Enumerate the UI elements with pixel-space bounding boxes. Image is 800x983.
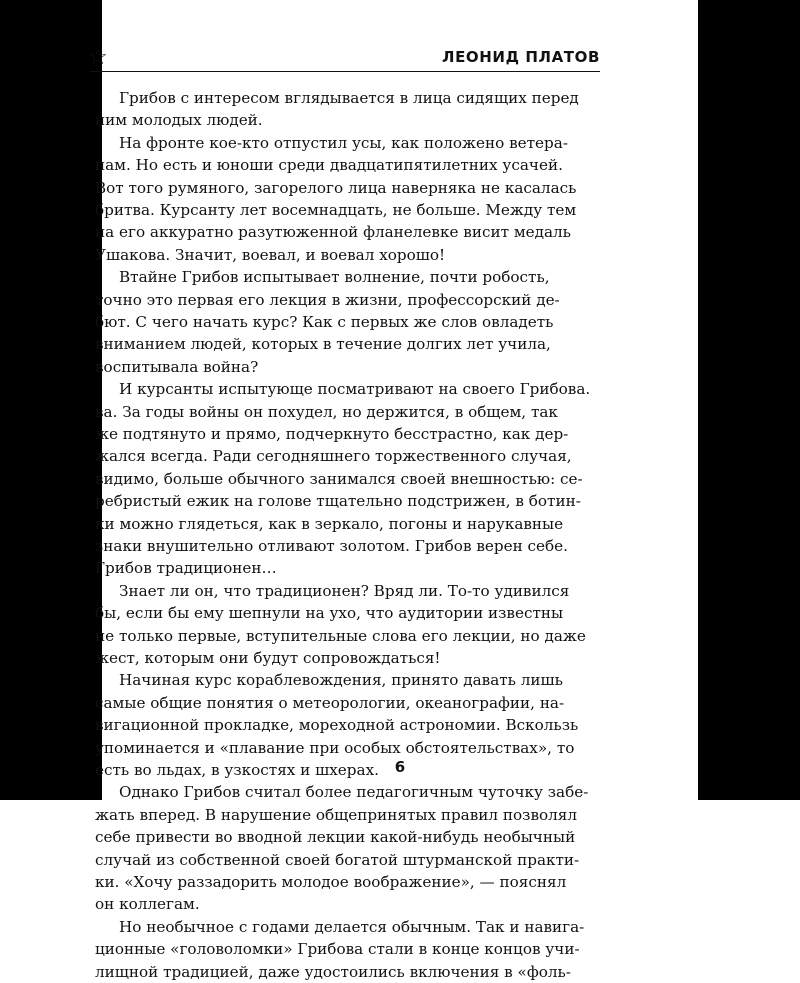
left-black-border xyxy=(0,0,102,800)
text-line: ки можно глядеться, как в зеркало, погоны и нарукавные xyxy=(95,514,564,533)
text-line: Но необычное с годами делается обычным. Так и навига- xyxy=(119,917,585,936)
text-line: упоминается и «плавание при особых обстоятельствах», то xyxy=(95,738,575,757)
page-number: 6 xyxy=(394,758,406,776)
text-line: бют. С чего начать курс? Как с первых же слов овладеть xyxy=(95,313,554,331)
text-line: же подтянуто и прямо, подчеркнуто бесстрастно, как дер- xyxy=(95,425,569,443)
text-line: есть во льдах, в узкостях и шхерах. xyxy=(95,761,379,779)
text-line: Вот того румяного, загорелого лица наверняка не касалась xyxy=(95,178,577,197)
text-line: он коллегам. xyxy=(95,895,200,914)
text-line: ки. «Хочу раззадорить молодое воображение», — пояснял xyxy=(95,873,567,891)
right-black-border xyxy=(698,0,800,800)
text-line: вниманием людей, которых в течение долгих лет учила, xyxy=(95,335,551,354)
text-line: Ушакова. Значит, воевал, и воевал хорошо! xyxy=(95,245,446,264)
text-line: вигационной прокладке, мореходной астрономии. Вскользь xyxy=(95,716,579,735)
text-line: бы, если бы ему шепнули на ухо, что аудитории известны xyxy=(95,604,564,623)
text-line: ва. За годы войны он похудел, но держится, в общем, так xyxy=(95,402,558,421)
text-line: точно это первая его лекция в жизни, профессорский де- xyxy=(95,290,560,309)
text-line: ребристый ежик на голове тщательно подстрижен, в ботин- xyxy=(95,492,581,511)
body-text xyxy=(95,87,598,981)
text-line: воспитывала война? xyxy=(95,357,259,376)
text-line: Однако Грибов считал более педагогичным чуточку забе- xyxy=(119,783,589,802)
text-line: самые общие понятия о метеорологии, океанографии, на- xyxy=(95,693,565,712)
text-line: Начиная курс кораблевождения, принято давать лишь xyxy=(119,671,563,690)
text-line: случай из собственной своей богатой штурманской практи- xyxy=(95,850,580,869)
text-line: И курсанты испытующе посматривают на своего Грибова. xyxy=(119,380,591,399)
text-line: нам. Но есть и юноши среди двадцатипятилетних усачей. xyxy=(95,156,563,175)
text-line: лищной традицией, даже удостоились включения в «фоль- xyxy=(95,962,571,981)
text-line: знаки внушительно отливают золотом. Грибов верен себе. xyxy=(95,537,568,555)
text-line: Грибов с интересом вглядывается в лица сидящих перед xyxy=(119,89,579,107)
text-line: ционные «головоломки» Грибова стали в конце концов учи- xyxy=(95,940,580,959)
text-line: жался всегда. Ради сегодняшнего торжественного случая, xyxy=(95,447,572,466)
author-name: ЛЕОНИД ПЛАТОВ xyxy=(442,48,600,66)
text-line: Знает ли он, что традиционен? Вряд ли. То-то удивился xyxy=(119,581,570,600)
header-rule xyxy=(90,71,600,72)
text-line: ним молодых людей. xyxy=(95,111,263,130)
text-line: Грибов традиционен… xyxy=(95,559,277,578)
star-outline-icon: ☆ xyxy=(88,45,108,70)
text-line: бритва. Курсанту лет восемнадцать, не больше. Между тем xyxy=(95,201,577,219)
text-line: видимо, больше обычного занимался своей внешностью: се- xyxy=(95,469,583,488)
text-line: себе привести во вводной лекции какой-нибудь необычный xyxy=(95,828,576,847)
text-line: Втайне Грибов испытывает волнение, почти робость, xyxy=(119,268,550,287)
text-line: жать вперед. В нарушение общепринятых правил позволял xyxy=(95,805,578,824)
text-line: не только первые, вступительные слова его лекции, но даже xyxy=(95,626,586,645)
text-line: жест, которым они будут сопровождаться! xyxy=(95,649,441,667)
text-line: на его аккуратно разутюженной фланелевке висит медаль xyxy=(95,223,571,242)
text-line: На фронте кое-кто отпустил усы, как положено ветера- xyxy=(119,133,568,152)
